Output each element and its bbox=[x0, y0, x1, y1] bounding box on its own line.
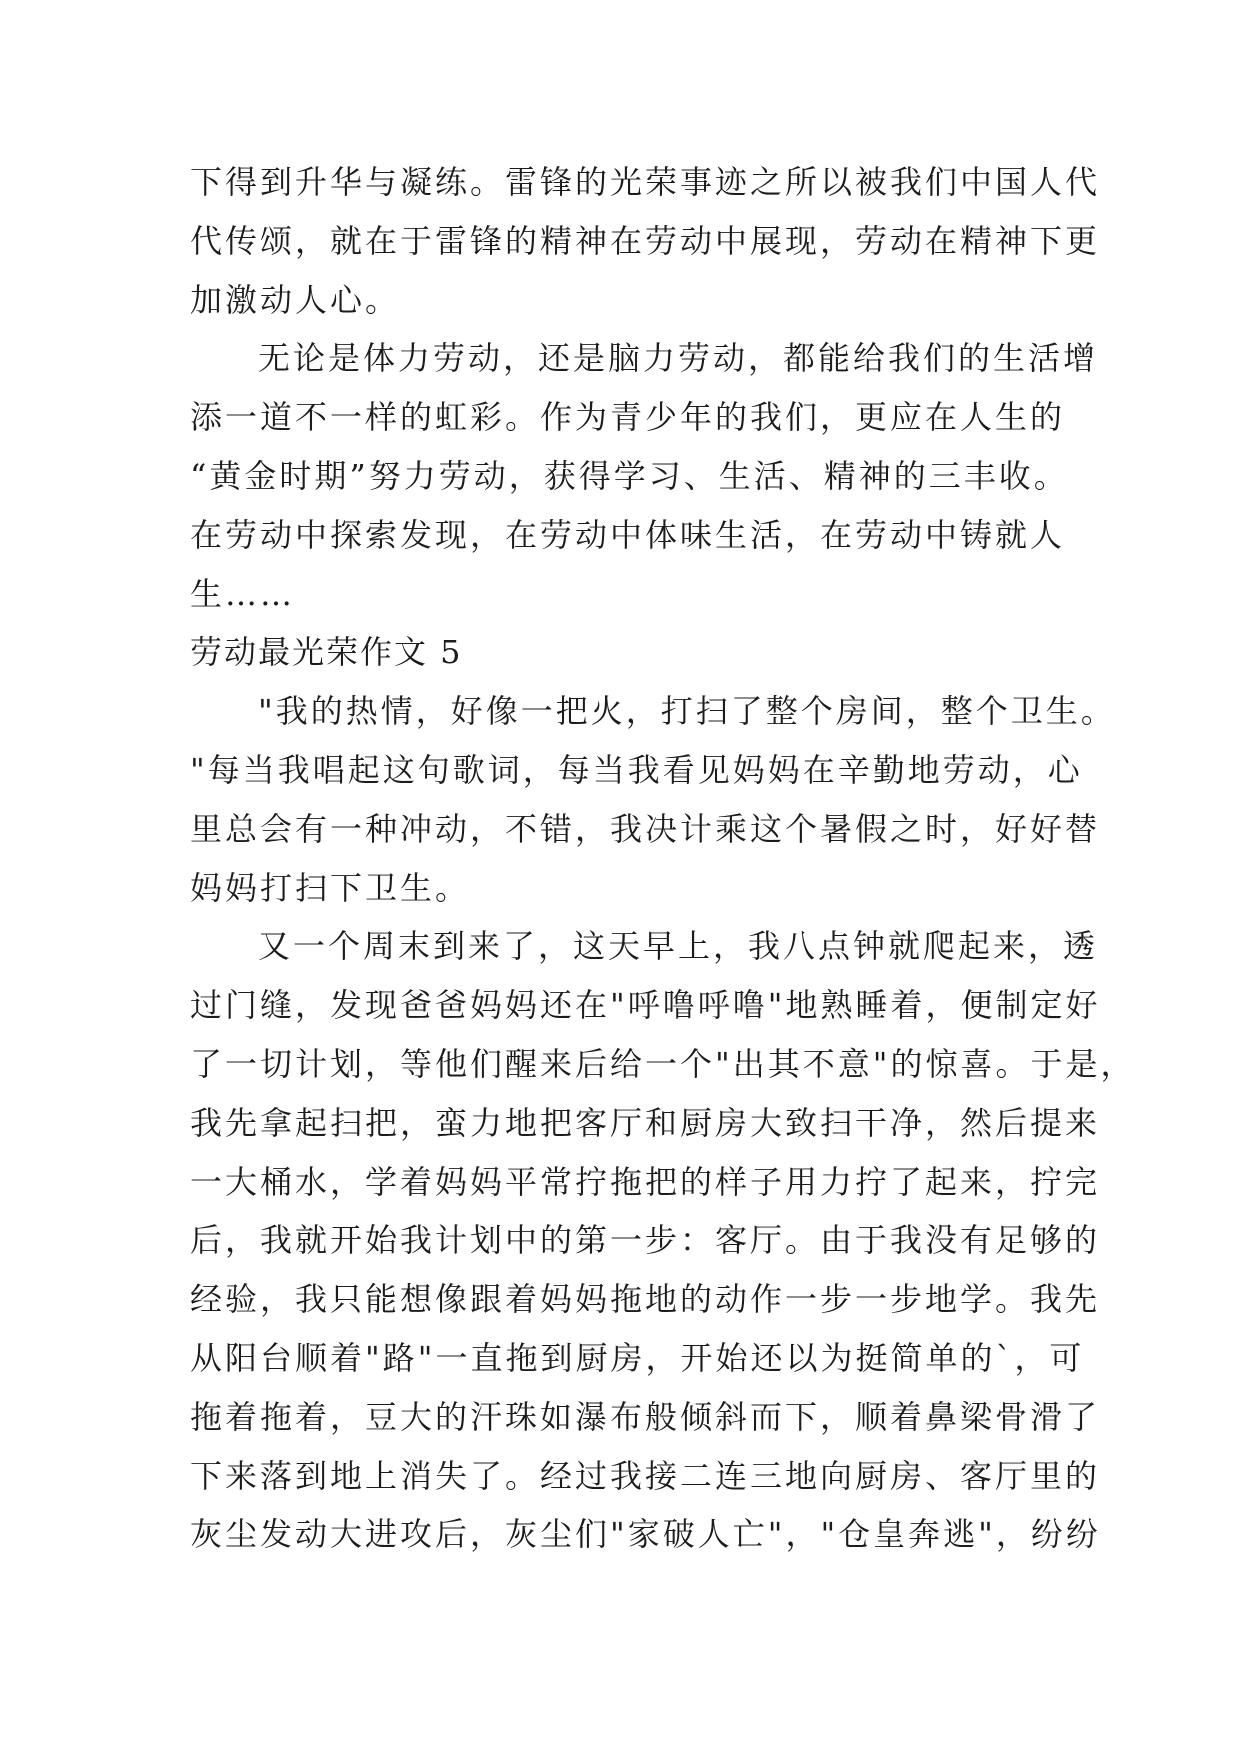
text-line: 妈妈打扫下卫生。 bbox=[190, 868, 471, 907]
text-line: 拖着拖着，豆大的汗珠如瀑布般倾斜而下，顺着鼻梁骨滑了 bbox=[190, 1397, 1101, 1436]
text-line: 过门缝，发现爸爸妈妈还在"呼噜呼噜"地熟睡着，便制定好 bbox=[190, 986, 1101, 1025]
text-line: 里总会有一种冲动，不错，我决计乘这个暑假之时，好好替 bbox=[190, 809, 1101, 848]
text-line: 下来落到地上消失了。经过我接二连三地向厨房、客厅里的 bbox=[190, 1456, 1101, 1495]
text-line: 加激动人心。 bbox=[190, 280, 401, 319]
text-line: 我先拿起扫把，蛮力地把客厅和厨房大致扫干净，然后提来 bbox=[190, 1103, 1101, 1142]
text-line: 生…… bbox=[190, 574, 296, 613]
text-line: 从阳台顺着"路"一直拖到厨房，开始还以为挺简单的`，可 bbox=[190, 1338, 1085, 1377]
text-line: 了一切计划，等他们醒来后给一个"出其不意"的惊喜。于是， bbox=[190, 1044, 1136, 1083]
text-line: 后，我就开始我计划中的第一步：客厅。由于我没有足够的 bbox=[190, 1221, 1101, 1260]
document-body bbox=[190, 153, 1136, 1564]
text-line: "每当我唱起这句歌词，每当我看见妈妈在辛勤地劳动，心 bbox=[190, 750, 1083, 789]
text-line: 一大桶水，学着妈妈平常拧拖把的样子用力拧了起来，拧完 bbox=[190, 1162, 1101, 1201]
text-line: 经验，我只能想像跟着妈妈拖地的动作一步一步地学。我先 bbox=[190, 1280, 1101, 1319]
text-line: 代传颂，就在于雷锋的精神在劳动中展现，劳动在精神下更 bbox=[190, 221, 1101, 260]
text-line: 下得到升华与凝练。雷锋的光荣事迹之所以被我们中国人代 bbox=[190, 163, 1101, 201]
section-heading: 劳动最光荣作文 5 bbox=[190, 633, 463, 672]
paragraph-start-line: 又一个周末到来了，这天早上，我八点钟就爬起来，透 bbox=[258, 927, 1099, 966]
paragraph-start-line: "我的热情，好像一把火，打扫了整个房间，整个卫生。 bbox=[258, 692, 1116, 731]
text-line: “黄金时期”努力劳动，获得学习、生活、精神的三丰收。 bbox=[190, 456, 1069, 495]
text-line: 添一道不一样的虹彩。作为青少年的我们，更应在人生的 bbox=[190, 398, 1066, 437]
text-line: 灰尘发动大进攻后，灰尘们"家破人亡"，"仓皇奔逃"，纷纷 bbox=[190, 1515, 1101, 1554]
text-line: 在劳动中探索发现，在劳动中体味生活，在劳动中铸就人 bbox=[190, 515, 1066, 554]
paragraph-start-line: 无论是体力劳动，还是脑力劳动，都能给我们的生活增 bbox=[258, 339, 1099, 378]
